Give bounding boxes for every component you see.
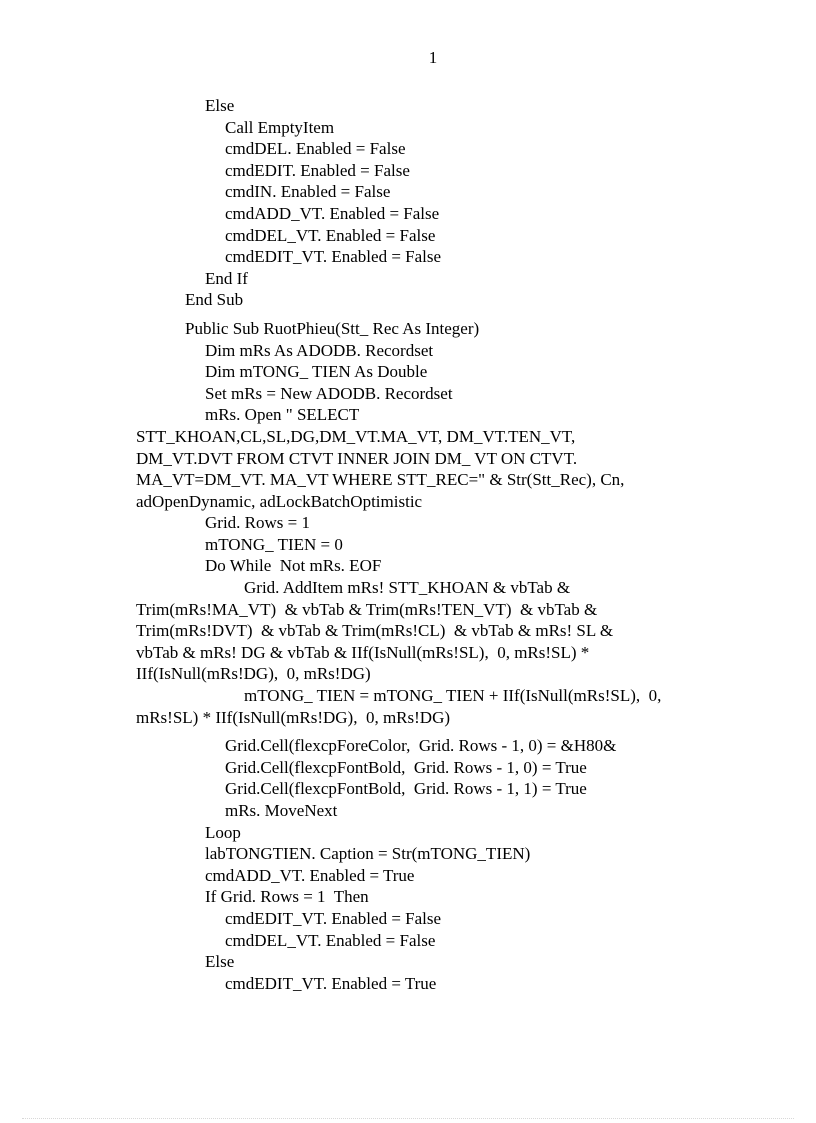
code-line: cmdEDIT_VT. Enabled = False [225,247,442,267]
code-line: DM_VT.DVT FROM CTVT INNER JOIN DM_ VT ON CTVT. [136,448,578,468]
code-line: Grid. Rows = 1 [205,513,310,533]
code-line: cmdEDIT. Enabled = False [225,160,410,180]
page-number: 1 [428,48,438,67]
code-listing [0,95,816,994]
code-line: End If [205,268,248,288]
code-line: Else [205,952,235,972]
code-line: Grid.Cell(flexcpForeColor, Grid. Rows - 1, 0) = &H80& [225,736,617,756]
code-line: IIf(IsNull(mRs!DG), 0, mRs!DG) [136,664,371,684]
code-line: cmdADD_VT. Enabled = True [205,865,415,885]
code-line: Grid.Cell(flexcpFontBold, Grid. Rows - 1, 1) = True [225,779,587,799]
code-line: mRs. MoveNext [225,801,338,820]
code-line: adOpenDynamic, adLockBatchOptimistic [136,491,423,511]
code-line: Trim(mRs!MA_VT) & vbTab & Trim(mRs!TEN_VT) & vbTab & [136,599,598,619]
code-line: If Grid. Rows = 1 Then [205,887,369,907]
code-line: Dim mTONG_ TIEN As Double [205,362,428,382]
code-line: Loop [205,822,241,842]
code-line: Do While Not mRs. EOF [205,556,382,576]
code-line: cmdEDIT_VT. Enabled = False [225,908,442,928]
code-line: cmdEDIT_VT. Enabled = True [225,973,437,993]
code-line: mTONG_ TIEN = mTONG_ TIEN + IIf(IsNull(mRs!SL), 0, [244,686,662,706]
code-line: Public Sub RuotPhieu(Stt_ Rec As Integer) [185,318,480,338]
code-line: Call EmptyItem [225,117,335,137]
code-line: vbTab & mRs! DG & vbTab & IIf(IsNull(mRs!SL), 0, mRs!SL) * [136,642,590,662]
code-line: cmdDEL_VT. Enabled = False [225,930,436,950]
code-line: Grid. AddItem mRs! STT_KHOAN & vbTab & [244,578,571,598]
code-line: STT_KHOAN,CL,SL,DG,DM_VT.MA_VT, DM_VT.TEN_VT, [136,426,576,446]
blank-line [0,311,816,318]
code-line: mTONG_ TIEN = 0 [205,534,343,554]
code-line: cmdADD_VT. Enabled = False [225,203,440,223]
blank-line [0,728,816,735]
code-line: Grid.Cell(flexcpFontBold, Grid. Rows - 1, 0) = True [225,757,587,777]
code-line: cmdDEL. Enabled = False [225,139,406,159]
code-line: Trim(mRs!DVT) & vbTab & Trim(mRs!CL) & vbTab & mRs! SL & [136,621,614,641]
code-line: Set mRs = New ADODB. Recordset [205,383,453,403]
code-line: cmdIN. Enabled = False [225,182,391,202]
page-bottom-divider [22,1118,794,1119]
code-line: mRs!SL) * IIf(IsNull(mRs!DG), 0, mRs!DG) [136,707,451,727]
code-line: labTONGTIEN. Caption = Str(mTONG_TIEN) [205,844,531,864]
code-line: End Sub [185,290,244,310]
code-line: Dim mRs As ADODB. Recordset [205,340,434,360]
code-line: mRs. Open " SELECT [205,405,360,425]
code-line: MA_VT=DM_VT. MA_VT WHERE STT_REC=" & Str(Stt_Rec), Cn, [136,470,625,490]
code-line: cmdDEL_VT. Enabled = False [225,225,436,245]
code-line: Else [205,96,235,115]
